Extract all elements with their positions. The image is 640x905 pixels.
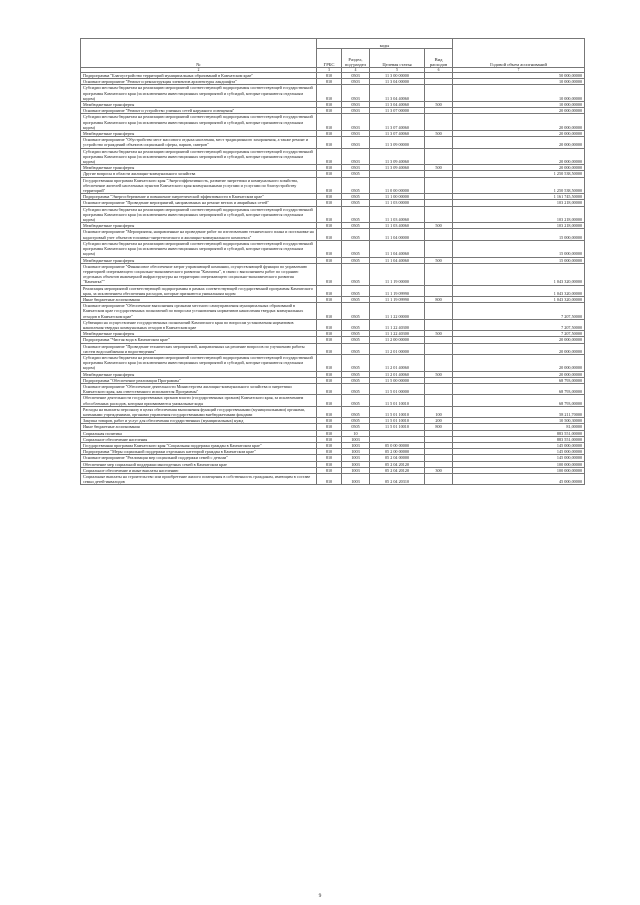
table-row	[81, 85, 585, 102]
column-number: 7	[453, 68, 585, 73]
cell-section: 1003	[342, 455, 370, 461]
cell-section: 0505	[342, 319, 370, 330]
cell-name: Субсидии местным бюджетам на реализацию мероприятий соответствующей подпрограммы соответствующей государственной программы Камчатского края (за исключением инвестиционных мероприятий и субсидий, которые признаются отдельным кодом)	[81, 206, 317, 223]
cell-section: 1003	[342, 467, 370, 473]
cell-section: 0505	[342, 240, 370, 257]
cell-type: 500	[425, 371, 453, 377]
budget-table	[80, 38, 585, 485]
cell-type: 800	[425, 296, 453, 302]
cell-amount: 20 000,00000	[453, 371, 585, 377]
cell-amount: 103 218,00000	[453, 200, 585, 206]
cell-section: 0503	[342, 165, 370, 171]
column-number: 5	[370, 68, 425, 73]
cell-grbs: 810	[317, 79, 342, 85]
cell-grbs: 810	[317, 200, 342, 206]
cell-amount: 145 000,00000	[453, 449, 585, 455]
cell-type: 500	[425, 131, 453, 137]
cell-target: 11 3 04 40060	[370, 102, 425, 108]
cell-name: Субсидии местным бюджетам на реализацию мероприятий соответствующей подпрограммы соответствующей государственной программы Камчатского края (за исключением инвестиционных мероприятий и субсидий, которые признаются отдельным кодом)	[81, 240, 317, 257]
cell-type: 500	[425, 165, 453, 171]
cell-name: Основное мероприятие "Проведение мероприятий, направленных на ремонт ветхих и аварийных сетей"	[81, 200, 317, 206]
cell-grbs: 810	[317, 319, 342, 330]
cell-name: Основное мероприятие "Реализация мер социальной поддержки семей с детьми"	[81, 455, 317, 461]
cell-name: Основное мероприятие "Ремонт и устройство уличных сетей наружного освещения"	[81, 108, 317, 114]
cell-target: 11 2 01 40060	[370, 371, 425, 377]
cell-name: Субсидии местным бюджетам на реализацию мероприятий соответствующей подпрограммы соответствующей государственной программы Камчатского края (за исключением инвестиционных мероприятий и субсидий, которые признаются отдельным кодом)	[81, 114, 317, 131]
cell-section: 0505	[342, 418, 370, 424]
cell-grbs: 810	[317, 148, 342, 165]
cell-amount: 1 043 320,00000	[453, 285, 585, 296]
cell-amount: 20 000,00000	[453, 108, 585, 114]
header-target: Целевая статья	[370, 49, 425, 68]
cell-name: Подпрограмма "Благоустройство территорий муниципальных образований в Камчатском крае"	[81, 73, 317, 79]
cell-section: 0505	[342, 171, 370, 177]
cell-type	[425, 303, 453, 320]
cell-name: Подпрограмма "Энергосбережение и повышение энергетической эффективности в Камчатском крае"	[81, 194, 317, 200]
cell-target: 11 1 03 40060	[370, 206, 425, 223]
cell-amount: 7 207,50000	[453, 331, 585, 337]
cell-grbs: 810	[317, 418, 342, 424]
cell-target: 11 1 19 09990	[370, 285, 425, 296]
header-expense-type: Вид расходов	[425, 49, 453, 68]
cell-target: 11 1 22 40300	[370, 319, 425, 330]
cell-target: 11 1 03 40060	[370, 223, 425, 229]
cell-type	[425, 263, 453, 285]
cell-section: 10	[342, 430, 370, 436]
cell-type: 500	[425, 223, 453, 229]
cell-amount: 10 000,00000	[453, 85, 585, 102]
cell-amount: 20 000,00000	[453, 131, 585, 137]
cell-target: 05 2 04 20310	[370, 474, 425, 485]
cell-type: 500	[425, 257, 453, 263]
cell-name: Обеспечение деятельности государственных органов власти (государственных органов) Камчатского края, за исключением обособленных расходов, которым присваиваются уникальные коды	[81, 395, 317, 406]
cell-name: Социальное обеспечение населения	[81, 436, 317, 442]
cell-type	[425, 354, 453, 371]
cell-target: 11 5 01 10010	[370, 418, 425, 424]
cell-grbs: 810	[317, 108, 342, 114]
table-row	[81, 285, 585, 296]
column-number: 3	[317, 68, 342, 73]
cell-name: Субвенции на осуществление государственных полномочий Камчатского края по вопросам установления нормативов накопления твердых коммунальных отходов в Камчатском крае	[81, 319, 317, 330]
cell-target: 11 3 07 40060	[370, 131, 425, 137]
cell-name: Основное мероприятие "Обустройство мест массового отдыха населения, мест традиционного захоронения, а также ремонт и устройство ограждений объектов социальной сферы, парков, скверов"	[81, 137, 317, 148]
cell-name: Подпрограмма "Обеспечение реализации Программы"	[81, 377, 317, 383]
cell-section: 0503	[342, 114, 370, 131]
cell-section: 0505	[342, 424, 370, 430]
cell-amount: 81,00000	[453, 424, 585, 430]
cell-amount: 20 000,00000	[453, 148, 585, 165]
cell-type	[425, 137, 453, 148]
cell-target: 11 3 07 00000	[370, 108, 425, 114]
table-row	[81, 206, 585, 223]
cell-section: 0505	[342, 337, 370, 343]
cell-type	[425, 474, 453, 485]
cell-name: Межбюджетные трансферты	[81, 331, 317, 337]
cell-target: 05 0 00 00000	[370, 443, 425, 449]
cell-name: Иные бюджетные ассигнования	[81, 296, 317, 302]
table-row	[81, 406, 585, 417]
cell-name: Основное мероприятие "Проведение технических мероприятий, направленных на решение вопросов по улучшению работы систем водоснабжения и водоотведения"	[81, 343, 317, 354]
cell-type	[425, 319, 453, 330]
cell-section: 0505	[342, 303, 370, 320]
cell-name: Закупка товаров, работ и услуг для обеспечения государственных (муниципальных) нужд	[81, 418, 317, 424]
cell-section: 0503	[342, 148, 370, 165]
cell-target: 11 3 04 00000	[370, 79, 425, 85]
cell-grbs: 810	[317, 377, 342, 383]
cell-amount: 103 218,00000	[453, 223, 585, 229]
cell-target: 11 3 09 40060	[370, 148, 425, 165]
cell-name: Межбюджетные трансферты	[81, 257, 317, 263]
cell-target: 11 3 09 00000	[370, 137, 425, 148]
cell-name: Расходы на выплаты персоналу в целях обеспечения выполнения функций государственными (муниципальными) органами, казенными учреждениями, органами управления государственными внебюджетными фондами	[81, 406, 317, 417]
column-number: 2	[81, 68, 317, 73]
cell-grbs: 810	[317, 206, 342, 223]
cell-target: 11 1 04 00000	[370, 229, 425, 240]
cell-grbs: 810	[317, 137, 342, 148]
cell-target: 11 3 07 40060	[370, 114, 425, 131]
cell-target: 11 1 19 00000	[370, 263, 425, 285]
cell-target: 11 5 01 10010	[370, 395, 425, 406]
cell-section: 1003	[342, 461, 370, 467]
cell-section: 0505	[342, 200, 370, 206]
cell-grbs: 810	[317, 436, 342, 442]
cell-section: 0505	[342, 371, 370, 377]
cell-amount: 883 551,00000	[453, 436, 585, 442]
cell-type	[425, 85, 453, 102]
cell-amount: 7 207,50000	[453, 303, 585, 320]
cell-name: Межбюджетные трансферты	[81, 131, 317, 137]
cell-type	[425, 229, 453, 240]
cell-grbs: 810	[317, 73, 342, 79]
cell-type	[425, 285, 453, 296]
cell-grbs: 810	[317, 331, 342, 337]
table-row	[81, 383, 585, 394]
cell-type	[425, 395, 453, 406]
cell-target: 11 3 09 40060	[370, 165, 425, 171]
cell-section: 0505	[342, 343, 370, 354]
table-row	[81, 240, 585, 257]
cell-grbs: 810	[317, 303, 342, 320]
cell-section: 0505	[342, 354, 370, 371]
cell-name: Социальная политика	[81, 430, 317, 436]
cell-name: Субсидии местным бюджетам на реализацию мероприятий соответствующей подпрограммы соответствующей государственной программы Камчатского края (за исключением инвестиционных мероприятий и субсидий, которые признаются отдельным кодом)	[81, 354, 317, 371]
cell-section: 0505	[342, 406, 370, 417]
cell-grbs: 810	[317, 263, 342, 285]
cell-grbs: 810	[317, 467, 342, 473]
cell-section: 0503	[342, 137, 370, 148]
cell-name: Основное мероприятие "Мероприятия, направленные на проведение работ по изготовлению технического плана и постановке на кадастровый учет объектов топливно-энергетического и жилищно-коммунального комплекса"	[81, 229, 317, 240]
column-number: 4	[342, 68, 370, 73]
header-codes-group: коды	[317, 39, 453, 49]
cell-amount: 103 218,00000	[453, 206, 585, 223]
page-number: 9	[318, 893, 322, 899]
table-row	[81, 114, 585, 131]
cell-name: Основное мероприятие "Финансовое обеспечение затрат управляющей компании, осуществляющей функции по управлению территорией опережающего социально-экономического развития "Камчатка", в связи с выполнением работ по созданию отдельных объектов инженерной инфраструктуры на территории опережающего социально-экономического развития "Камчатка""	[81, 263, 317, 285]
cell-name: Другие вопросы в области жилищно-коммунального хозяйства	[81, 171, 317, 177]
cell-target: 11 5 00 00000	[370, 377, 425, 383]
cell-section: 0503	[342, 131, 370, 137]
cell-type	[425, 343, 453, 354]
cell-amount: 1 161 745,50000	[453, 194, 585, 200]
cell-amount: 68 793,00000	[453, 395, 585, 406]
cell-amount: 1 250 538,50000	[453, 177, 585, 194]
cell-target: 11 5 01 10010	[370, 406, 425, 417]
cell-grbs: 810	[317, 455, 342, 461]
cell-section: 0505	[342, 331, 370, 337]
cell-type	[425, 206, 453, 223]
cell-grbs: 810	[317, 424, 342, 430]
cell-section: 0505	[342, 383, 370, 394]
cell-amount: 145 000,00000	[453, 443, 585, 449]
cell-name: Государственная программа Камчатского края "Энергоэффективность, развитие энергетики и коммунального хозяйства, обеспечение жителей населенных пунктов Камчатского края коммунальными услугами и услугами по благоустройству территорий"	[81, 177, 317, 194]
cell-amount: 1 043 320,00000	[453, 263, 585, 285]
table-body	[81, 73, 585, 485]
cell-target: 11 1 22 40300	[370, 331, 425, 337]
cell-section: 1003	[342, 443, 370, 449]
cell-grbs: 810	[317, 354, 342, 371]
cell-section: 0503	[342, 85, 370, 102]
cell-amount: 20 000,00000	[453, 337, 585, 343]
cell-type: 100	[425, 406, 453, 417]
cell-section: 0503	[342, 73, 370, 79]
cell-amount: 10 500,30000	[453, 418, 585, 424]
table-row	[81, 303, 585, 320]
cell-amount: 20 000,00000	[453, 114, 585, 131]
cell-amount: 58 211,70000	[453, 406, 585, 417]
cell-amount: 1 250 538,50000	[453, 171, 585, 177]
cell-grbs: 810	[317, 474, 342, 485]
cell-section: 1003	[342, 474, 370, 485]
cell-name: Субсидии местным бюджетам на реализацию мероприятий соответствующей подпрограммы соответствующей государственной программы Камчатского края (за исключением инвестиционных мероприятий и субсидий, которые признаются отдельным кодом)	[81, 148, 317, 165]
header-number: №	[81, 39, 317, 68]
cell-grbs: 810	[317, 165, 342, 171]
table-row	[81, 263, 585, 285]
cell-amount: 100 000,00000	[453, 461, 585, 467]
cell-name: Субсидии местным бюджетам на реализацию мероприятий соответствующей подпрограммы соответствующей государственной программы Камчатского края (за исключением инвестиционных мероприятий и субсидий, которые признаются отдельным кодом)	[81, 85, 317, 102]
cell-amount: 20 000,00000	[453, 165, 585, 171]
cell-section: 1003	[342, 449, 370, 455]
cell-grbs: 810	[317, 131, 342, 137]
cell-target: 11 5 01 10010	[370, 424, 425, 430]
cell-section: 0505	[342, 257, 370, 263]
cell-section: 0503	[342, 108, 370, 114]
cell-section: 0505	[342, 223, 370, 229]
cell-target: 11 5 01 00000	[370, 383, 425, 394]
cell-target: 11 2 00 00000	[370, 337, 425, 343]
cell-name: Подпрограмма "Меры социальной поддержки отдельных категорий граждан в Камчатском крае"	[81, 449, 317, 455]
cell-target: 05 2 00 00000	[370, 449, 425, 455]
cell-name: Обеспечение мер социальной поддержки многодетных семей в Камчатском крае	[81, 461, 317, 467]
cell-target: 05 2 04 00000	[370, 455, 425, 461]
cell-grbs: 810	[317, 449, 342, 455]
cell-target: 05 2 04 20120	[370, 467, 425, 473]
cell-name: Иные бюджетные ассигнования	[81, 424, 317, 430]
cell-section: 0505	[342, 395, 370, 406]
cell-grbs: 810	[317, 406, 342, 417]
cell-type: 200	[425, 418, 453, 424]
cell-name: Социальное обеспечение и иные выплаты населению	[81, 467, 317, 473]
table-row	[81, 343, 585, 354]
cell-grbs: 810	[317, 257, 342, 263]
cell-amount: 50 000,00000	[453, 73, 585, 79]
cell-name: Социальные выплаты на строительство или приобретение жилого помещения в собственность гражданам, имеющим в составе семьи детей-инвалидов	[81, 474, 317, 485]
cell-type	[425, 114, 453, 131]
cell-amount: 68 793,00000	[453, 383, 585, 394]
cell-amount: 20 000,00000	[453, 343, 585, 354]
header-amount: Годовой объем ассигнований	[453, 39, 585, 68]
cell-target: 11 3 04 40060	[370, 85, 425, 102]
cell-grbs: 810	[317, 461, 342, 467]
table-row	[81, 474, 585, 485]
cell-target: 11 1 22 00000	[370, 303, 425, 320]
cell-section: 0505	[342, 285, 370, 296]
cell-type	[425, 177, 453, 194]
cell-type: 500	[425, 331, 453, 337]
cell-name: Реализация мероприятий соответствующей подпрограммы в рамках соответствующей государственной программы Камчатского края, за исключением обеспечения расходов, которые признаются уникальным кодом	[81, 285, 317, 296]
cell-section: 0505	[342, 177, 370, 194]
column-number: 6	[425, 68, 453, 73]
cell-grbs: 810	[317, 223, 342, 229]
cell-name: Основное мероприятие "Ремонт и реконструкция элементов архитектуры ландшафта"	[81, 79, 317, 85]
table-row	[81, 229, 585, 240]
cell-grbs: 810	[317, 371, 342, 377]
cell-grbs: 810	[317, 395, 342, 406]
cell-amount: 883 551,00000	[453, 430, 585, 436]
cell-grbs: 810	[317, 285, 342, 296]
cell-name: Межбюджетные трансферты	[81, 371, 317, 377]
header-section: Раздел, под-раздел	[342, 49, 370, 68]
cell-amount: 1 043 320,00000	[453, 296, 585, 302]
cell-section: 0503	[342, 79, 370, 85]
cell-grbs: 810	[317, 443, 342, 449]
cell-grbs: 810	[317, 194, 342, 200]
cell-amount: 20 000,00000	[453, 137, 585, 148]
cell-name: Подпрограмма "Чистая вода в Камчатском крае"	[81, 337, 317, 343]
cell-grbs: 810	[317, 430, 342, 436]
cell-target: 11 1 00 00000	[370, 194, 425, 200]
cell-target: 11 2 01 00000	[370, 343, 425, 354]
cell-amount: 145 000,00000	[453, 455, 585, 461]
cell-grbs: 810	[317, 85, 342, 102]
table-row	[81, 354, 585, 371]
cell-target: 11 0 00 00000	[370, 177, 425, 194]
header-grbs: ГРБС	[317, 49, 342, 68]
cell-name: Основное мероприятие "Обеспечение выполнения органами местного самоуправления муниципальных образований в Камчатском крае государственных полномочий по вопросам установления нормативов накопления твердых коммунальных отходов в Камчатском крае"	[81, 303, 317, 320]
cell-type	[425, 148, 453, 165]
cell-amount: 15 000,00000	[453, 229, 585, 240]
cell-section: 0505	[342, 229, 370, 240]
cell-amount: 15 000,00000	[453, 257, 585, 263]
cell-grbs: 810	[317, 240, 342, 257]
cell-amount: 15 000,00000	[453, 240, 585, 257]
cell-section: 0505	[342, 377, 370, 383]
table-row	[81, 177, 585, 194]
cell-section: 1003	[342, 436, 370, 442]
cell-name: Межбюджетные трансферты	[81, 165, 317, 171]
table-row	[81, 148, 585, 165]
cell-grbs: 810	[317, 229, 342, 240]
cell-target: 11 1 04 40060	[370, 240, 425, 257]
cell-type: 500	[425, 102, 453, 108]
cell-type: 800	[425, 424, 453, 430]
cell-amount: 7 207,50000	[453, 319, 585, 330]
table-row	[81, 319, 585, 330]
cell-amount: 20 000,00000	[453, 354, 585, 371]
cell-grbs: 810	[317, 383, 342, 394]
cell-amount: 10 000,00000	[453, 79, 585, 85]
cell-section: 0505	[342, 296, 370, 302]
cell-section: 0503	[342, 102, 370, 108]
cell-type	[425, 383, 453, 394]
cell-amount: 100 000,00000	[453, 467, 585, 473]
cell-target: 05 2 04 20120	[370, 461, 425, 467]
table-row	[81, 395, 585, 406]
cell-grbs: 810	[317, 337, 342, 343]
cell-section: 0505	[342, 194, 370, 200]
cell-amount: 68 793,00000	[453, 377, 585, 383]
cell-name: Межбюджетные трансферты	[81, 223, 317, 229]
cell-section: 0505	[342, 206, 370, 223]
cell-grbs: 810	[317, 102, 342, 108]
cell-type	[425, 240, 453, 257]
cell-name: Государственная программа Камчатского края "Социальная поддержка граждан в Камчатском крае"	[81, 443, 317, 449]
cell-grbs: 810	[317, 177, 342, 194]
cell-name: Межбюджетные трансферты	[81, 102, 317, 108]
cell-grbs: 810	[317, 296, 342, 302]
cell-target: 11 1 04 40060	[370, 257, 425, 263]
cell-target: 11 2 01 40060	[370, 354, 425, 371]
cell-grbs: 810	[317, 343, 342, 354]
table-row	[81, 137, 585, 148]
cell-target: 11 1 03 00000	[370, 200, 425, 206]
cell-target: 11 3 00 00000	[370, 73, 425, 79]
cell-grbs: 810	[317, 114, 342, 131]
cell-section: 0505	[342, 263, 370, 285]
cell-target: 11 1 19 09990	[370, 296, 425, 302]
cell-amount: 45 000,00000	[453, 474, 585, 485]
cell-amount: 10 000,00000	[453, 102, 585, 108]
cell-name: Основное мероприятие "Обеспечение деятельности Министерства жилищно-коммунального хозяйства и энергетики Камчатского края, как ответственного исполнителя Программы"	[81, 383, 317, 394]
cell-grbs: 810	[317, 171, 342, 177]
cell-type: 300	[425, 467, 453, 473]
